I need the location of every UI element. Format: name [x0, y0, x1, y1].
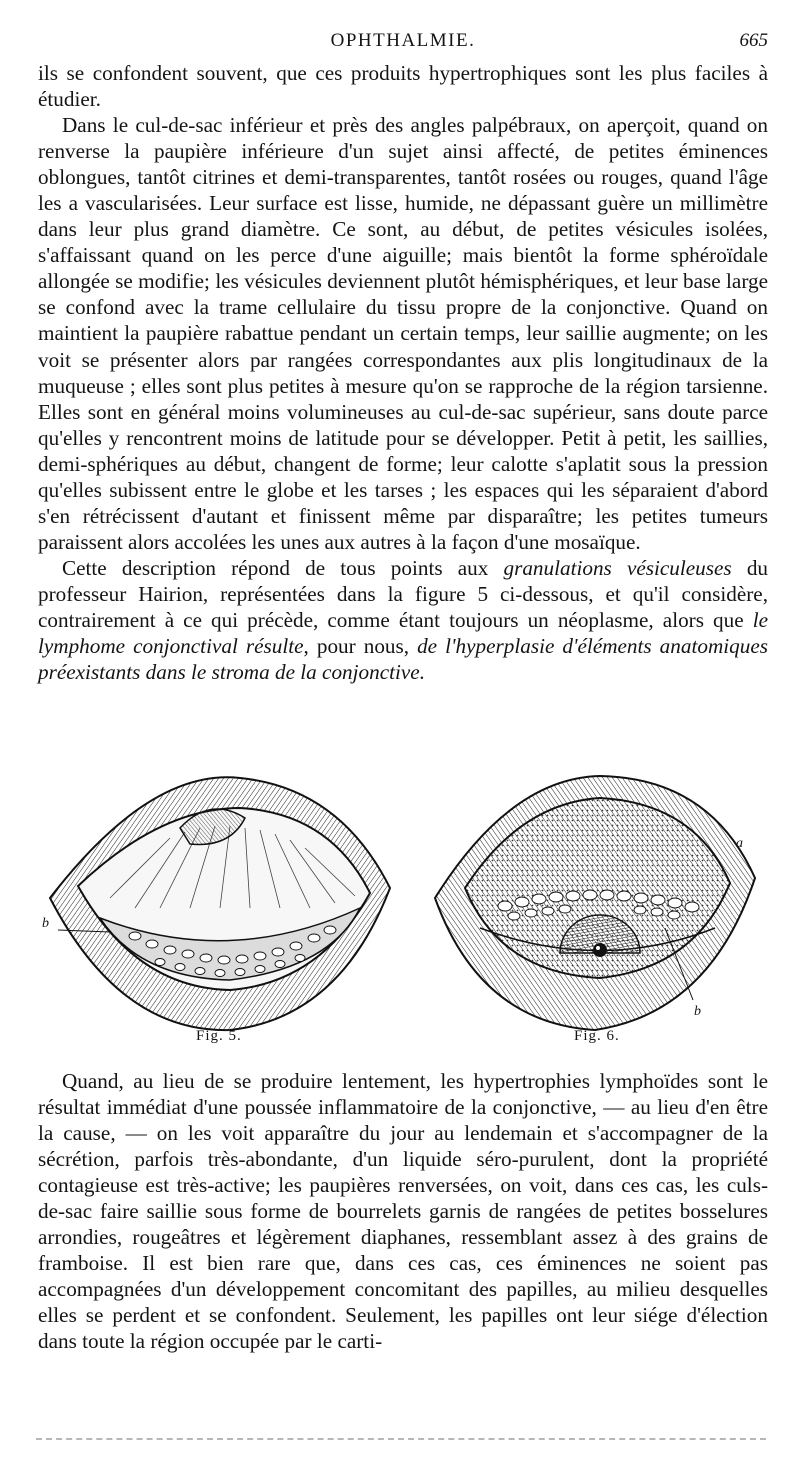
paragraph-hairion-part-a: Cette description répond de tous points aux [62, 555, 504, 580]
figure-5-caption: Fig. 5. [196, 1028, 242, 1044]
figure-6-illustration [410, 768, 780, 1038]
figure-5-illustration [40, 768, 405, 1038]
figure-6-caption: Fig. 6. [574, 1028, 620, 1044]
emphasis-lymphome: le lymphome conjonctival résulte [38, 607, 768, 659]
paragraph-inflammatory: Quand, au lieu de se produire lentement, les hypertrophies lymphoïdes sont le résultat immédiat d'une poussée inflammatoire de la conjonctive, — au lieu d'en être la cause, — on les voit apparaître du jour au lendemain et s'accompagner de la sécrétion, parfois très-abondante, d'un liquide séro-purulent, dont la propriété contagieuse est très-active; les paupières renversées, on voit, dans ces cas, les culs-de-sac faire saillie sous forme de bourrelets garnis de rangées de petites bosselures arrondies, rougeâtres et légèrement diaphanes, ressemblant assez à des grains de framboise. Il est bien rare que, dans ces cas, ces éminences ne soient pas accompagnées d'un développement concomitant des papilles, au milieu desquelles elles se perdent et se confondent. Seulement, les papilles ont leur siége d'élection dans toute la région occupée par le carti- [38, 1069, 768, 1354]
figure-5-label-b: b [42, 916, 49, 931]
emphasis-hyperplasie: de l'hyperplasie d'éléments anatomiques préexistants dans le stroma de la conjonctive. [38, 634, 768, 685]
paragraph-hairion-part-b: du professeur Hairion, représentées dans la figure 5 ci-dessous, et qu'il considère, contrairement à ce qui précède, comme étant toujours un néoplasme, alors que [38, 555, 769, 632]
paragraph-description: Dans le cul-de-sac inférieur et près des angles palpébraux, on aperçoit, quand on renverse la paupière inférieure d'un sujet ainsi affecté, de petites éminences oblongues, tantôt citrines et demi-transparentes, tantôt rosées ou rouges, quand l'âge les a vascularisées. Leur surface est lisse, humide, ne dépassant guère un millimètre dans leur plus grand diamètre. Ce sont, au début, de petites vésicules isolées, s'affaissant quand on les perce d'une aiguille; mais bientôt la forme sphéroïdale allongée se modifie; les vésicules deviennent plutôt hémisphériques, et leur base large se confond avec la trame cellulaire du tissu propre de la conjonctive. Quand on maintient la paupière rabattue pendant un certain temps, leur saillie augmente; on les voit se présenter alors par rangées correspondantes aux plis longitudinaux de la muqueuse ; elles sont plus petites à mesure qu'on se rapproche de la région tarsienne. Elles sont en général moins volumineuses au cul-de-sac supérieur, sans doute parce qu'elles y rencontrent moins de latitude pour se développer. Petit à petit, les saillies, demi-sphériques au début, changent de forme; leur calotte s'aplatit sous la pression qu'elles subissent entre le globe et les tarses ; les espaces qui les séparaient d'abord s'en rétrécissent d'autant et finissent même par disparaître; les petites tumeurs paraissent alors accolées les unes aux autres à la façon d'une mosaïque. [38, 113, 768, 554]
text-block-bottom [38, 1068, 768, 1355]
page-number: 665 [739, 30, 768, 51]
paragraph-hairion [38, 555, 768, 685]
footer-rule [36, 1438, 766, 1442]
emphasis-granulations: granulations vésiculeuses [503, 555, 732, 580]
paragraph-continuation: ils se confondent souvent, que ces produits hypertrophiques sont les plus faciles à étudier. [38, 61, 768, 112]
running-title: OPHTHALMIE. [330, 30, 476, 51]
figure-6-label-a: a [736, 836, 743, 851]
figure-6-engraving [410, 768, 780, 1038]
running-head [38, 30, 768, 56]
text-block-top [38, 60, 768, 685]
figure-6-label-b: b [694, 1004, 701, 1019]
figure-5-engraving [40, 768, 405, 1038]
paragraph-hairion-part-c: , pour nous, [303, 634, 418, 659]
